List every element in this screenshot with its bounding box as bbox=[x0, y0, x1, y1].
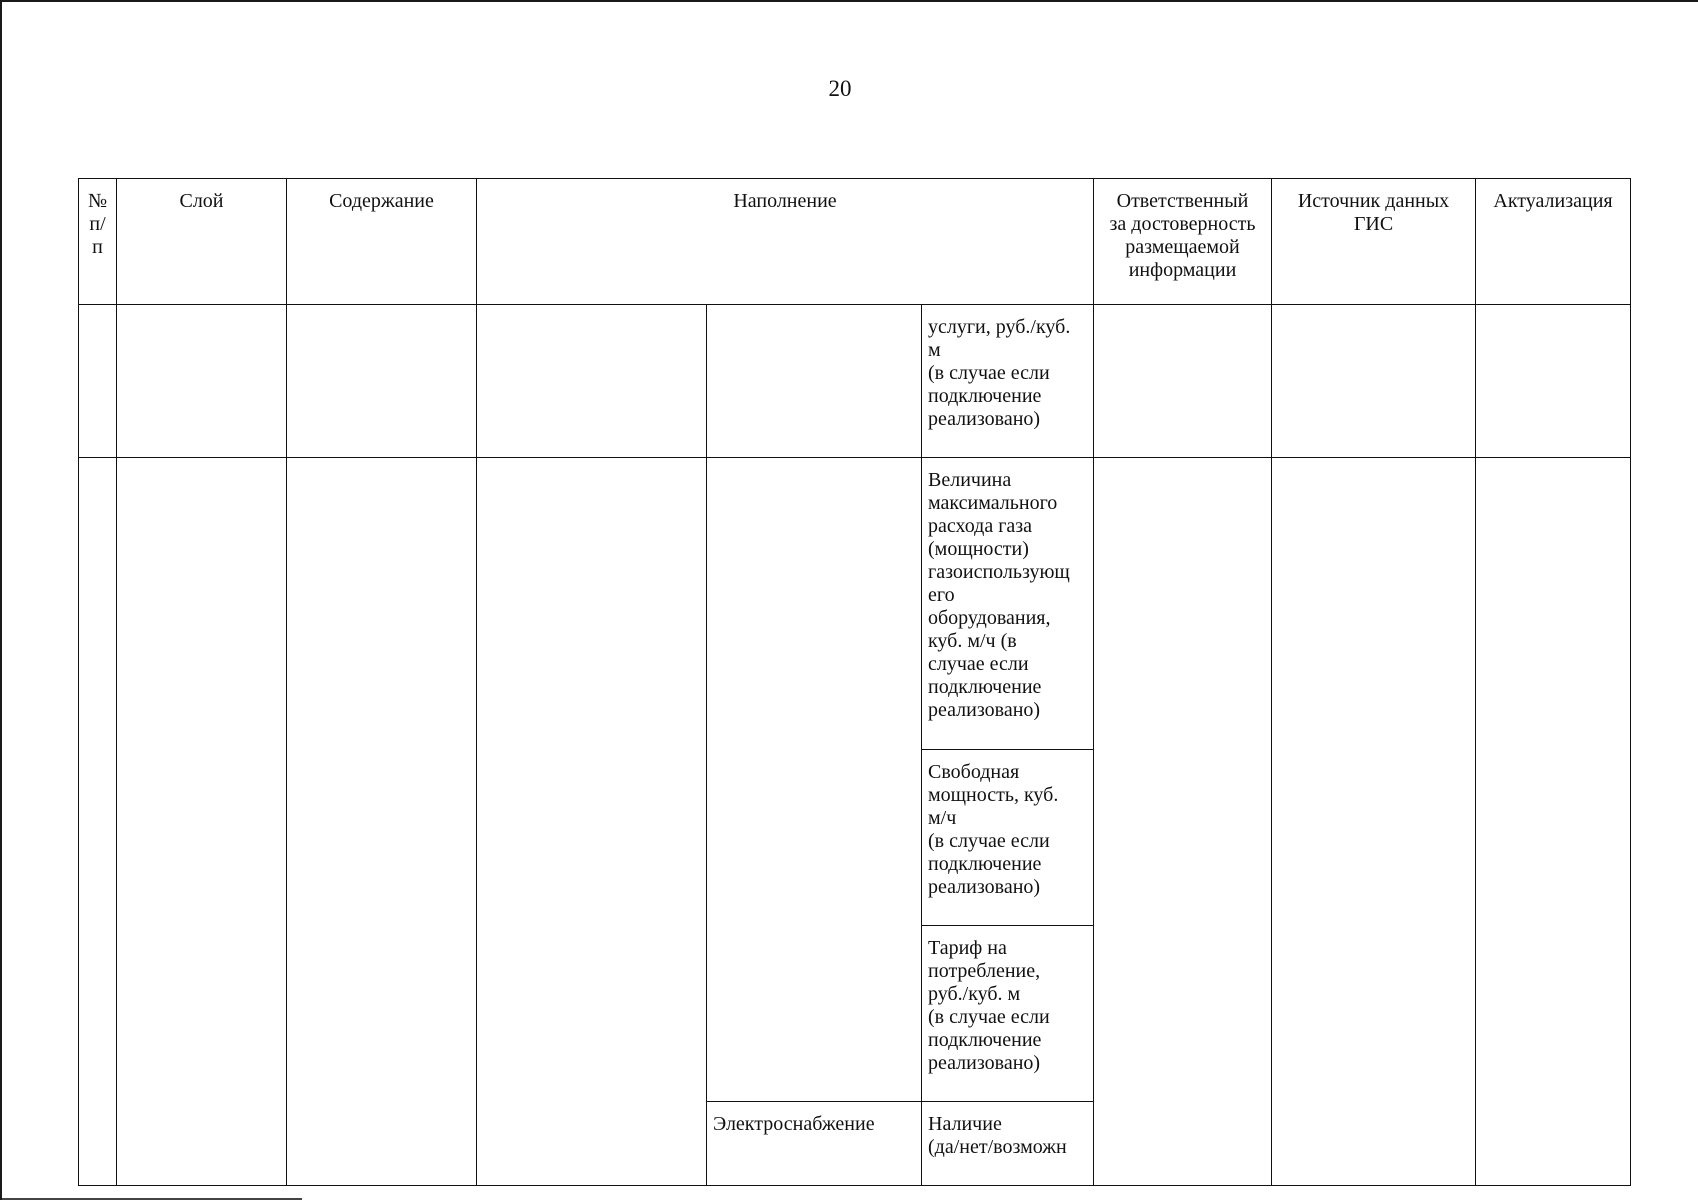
table-cell bbox=[477, 305, 707, 458]
cell-electricity-label: Электроснабжение bbox=[707, 1102, 922, 1186]
table-cell bbox=[287, 305, 477, 458]
cell-service-tariff-cont: услуги, руб./куб. м (в случае если подключение реализовано) bbox=[922, 305, 1094, 458]
page-number: 20 bbox=[828, 76, 852, 101]
table-cell bbox=[287, 458, 477, 1186]
cell-electricity-presence: Наличие (да/нет/возможн bbox=[922, 1102, 1094, 1186]
header-layer: Слой bbox=[117, 179, 287, 305]
table-cell bbox=[707, 305, 922, 458]
table-header-row bbox=[79, 179, 1631, 305]
cell-gas-free-capacity: Свободная мощность, куб. м/ч (в случае если подключение реализовано) bbox=[922, 750, 1094, 926]
table-cell bbox=[1476, 458, 1631, 1186]
header-filling: Наполнение bbox=[477, 179, 1094, 305]
cell-gas-max-flow: Величина максимального расхода газа (мощности) газоиспользующ его оборудования, куб. м/ч (в случае если подключение реализовано) bbox=[922, 458, 1094, 750]
table-cell bbox=[79, 458, 117, 1186]
table-cell bbox=[1094, 458, 1272, 1186]
table-cell bbox=[1094, 305, 1272, 458]
header-source: Источник данных ГИС bbox=[1272, 179, 1476, 305]
table-cell bbox=[79, 305, 117, 458]
table-cell bbox=[1272, 305, 1476, 458]
table-cell bbox=[477, 458, 707, 1186]
table-cell bbox=[117, 305, 287, 458]
table-cell bbox=[707, 458, 922, 1102]
header-content: Содержание bbox=[287, 179, 477, 305]
cell-gas-tariff: Тариф на потребление, руб./куб. м (в случае если подключение реализовано) bbox=[922, 926, 1094, 1102]
gis-layers-table bbox=[78, 178, 1631, 1186]
page-frame-left bbox=[0, 0, 2, 1200]
header-num: № п/ п bbox=[79, 179, 117, 305]
header-update: Актуализация bbox=[1476, 179, 1631, 305]
table-row bbox=[79, 305, 1631, 458]
header-responsible: Ответственный за достоверность размещаемой информации bbox=[1094, 179, 1272, 305]
table-row bbox=[79, 458, 1631, 750]
table-cell bbox=[1272, 458, 1476, 1186]
page-frame-top bbox=[0, 0, 1698, 2]
table-cell bbox=[117, 458, 287, 1186]
table-cell bbox=[1476, 305, 1631, 458]
